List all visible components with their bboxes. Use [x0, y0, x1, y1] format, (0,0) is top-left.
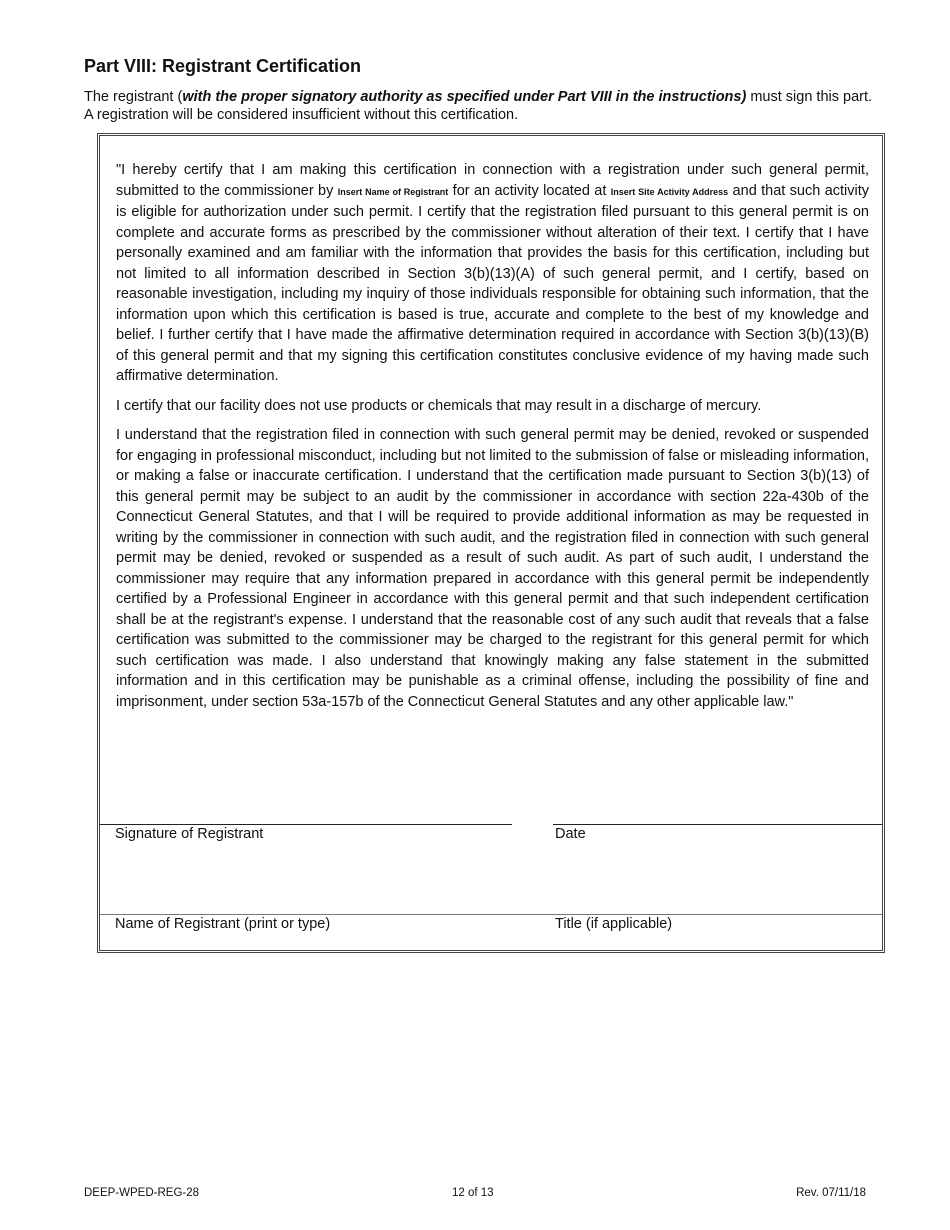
certification-paragraph-3: I understand that the registration filed in connection with such general permit may be denied, revoked or suspended for engaging in professional misconduct, including but not limited to the submission of false or misleading information, or making a false or inaccurate certification. I understand that the certification made pursuant to Section 3(b)(13) of this general permit may be subject to an audit by the commissioner in accordance with section 22a-430b of the Connecticut General Statutes, and that I will be required to provide additional information as may be requested in writing by the commissioner in connection with such audit, and the registration filed in connection with such general permit may be denied, revoked or suspended as a result of such audit. As part of such audit, I understand the commissioner may require that any information prepared in accordance with this general permit be independently certified by a Professional Engineer in accordance with this general permit and that such independent certification shall be at the registrant's expense. I understand that the reasonable cost of any such audit that reveals that a false certification was submitted to the commissioner may be charged to the registrant for this general permit for which such certification was made. I also understand that knowingly making any false statement in the submitted information and in this certification may be punishable as a criminal offense, including the possibility of fine and imprisonment, under section 53a-157b of the Connecticut General Statutes and any other applicable law." — [116, 427, 869, 710]
form-id: DEEP-WPED-REG-28 — [84, 1187, 200, 1199]
registrant-name-label: Name of Registrant (print or type) — [115, 916, 331, 932]
signature-line[interactable] — [100, 824, 512, 825]
cert-text-b: for an activity located at — [448, 182, 611, 199]
date-line[interactable] — [553, 824, 882, 825]
intro-text — [84, 88, 874, 124]
certification-box — [97, 133, 885, 953]
page-number: 12 of 13 — [452, 1187, 494, 1199]
intro-emphasis: with the proper signatory authority as specified under Part VIII in the instructions) — [182, 89, 747, 105]
registrant-name-field[interactable]: Insert Name of Registrant — [337, 186, 449, 197]
section-title: Part VIII: Registrant Certification — [84, 56, 362, 76]
signature-label: Signature of Registrant — [115, 826, 264, 842]
cert-text-a: "I hereby certify that I am making this certification in connection with a registration under such general permit, submitted to the commissioner by — [116, 162, 869, 199]
certification-statement — [116, 160, 869, 721]
name-title-line — [100, 914, 882, 915]
certification-paragraph-2: I certify that our facility does not use products or chemicals that may result in a discharge of mercury. — [116, 397, 762, 414]
title-label: Title (if applicable) — [555, 916, 673, 932]
intro-post: must sign this part. A registration will be considered insufficient without this certification. — [84, 89, 873, 123]
revision-date: Rev. 07/11/18 — [796, 1187, 866, 1199]
date-label: Date — [555, 826, 586, 842]
intro-pre: The registrant ( — [84, 89, 183, 105]
cert-text-c: and that such activity is eligible for authorization under such permit. I certify that the registration filed pursuant to this general permit is on complete and accurate forms as prescribed by the commissioner without alteration of their text. I certify that I have personally examined and am familiar with the information that provides the basis for this certification, including but not limited to all information described in Section 3(b)(13)(A) of such general permit, and I certify, based on reasonable investigation, including my inquiry of those individuals responsible for obtaining such information, that the information upon which this certification is based is true, accurate and complete to the best of my knowledge and belief. I further certify that I have made the affirmative determination required in accordance with Section 3(b)(13)(B) of this general permit and that my signing this certification constitutes conclusive evidence of my having made such affirmative determination. — [116, 182, 870, 384]
site-address-field[interactable]: Insert Site Activity Address — [610, 186, 729, 197]
certification-paragraph-1 — [116, 160, 869, 387]
